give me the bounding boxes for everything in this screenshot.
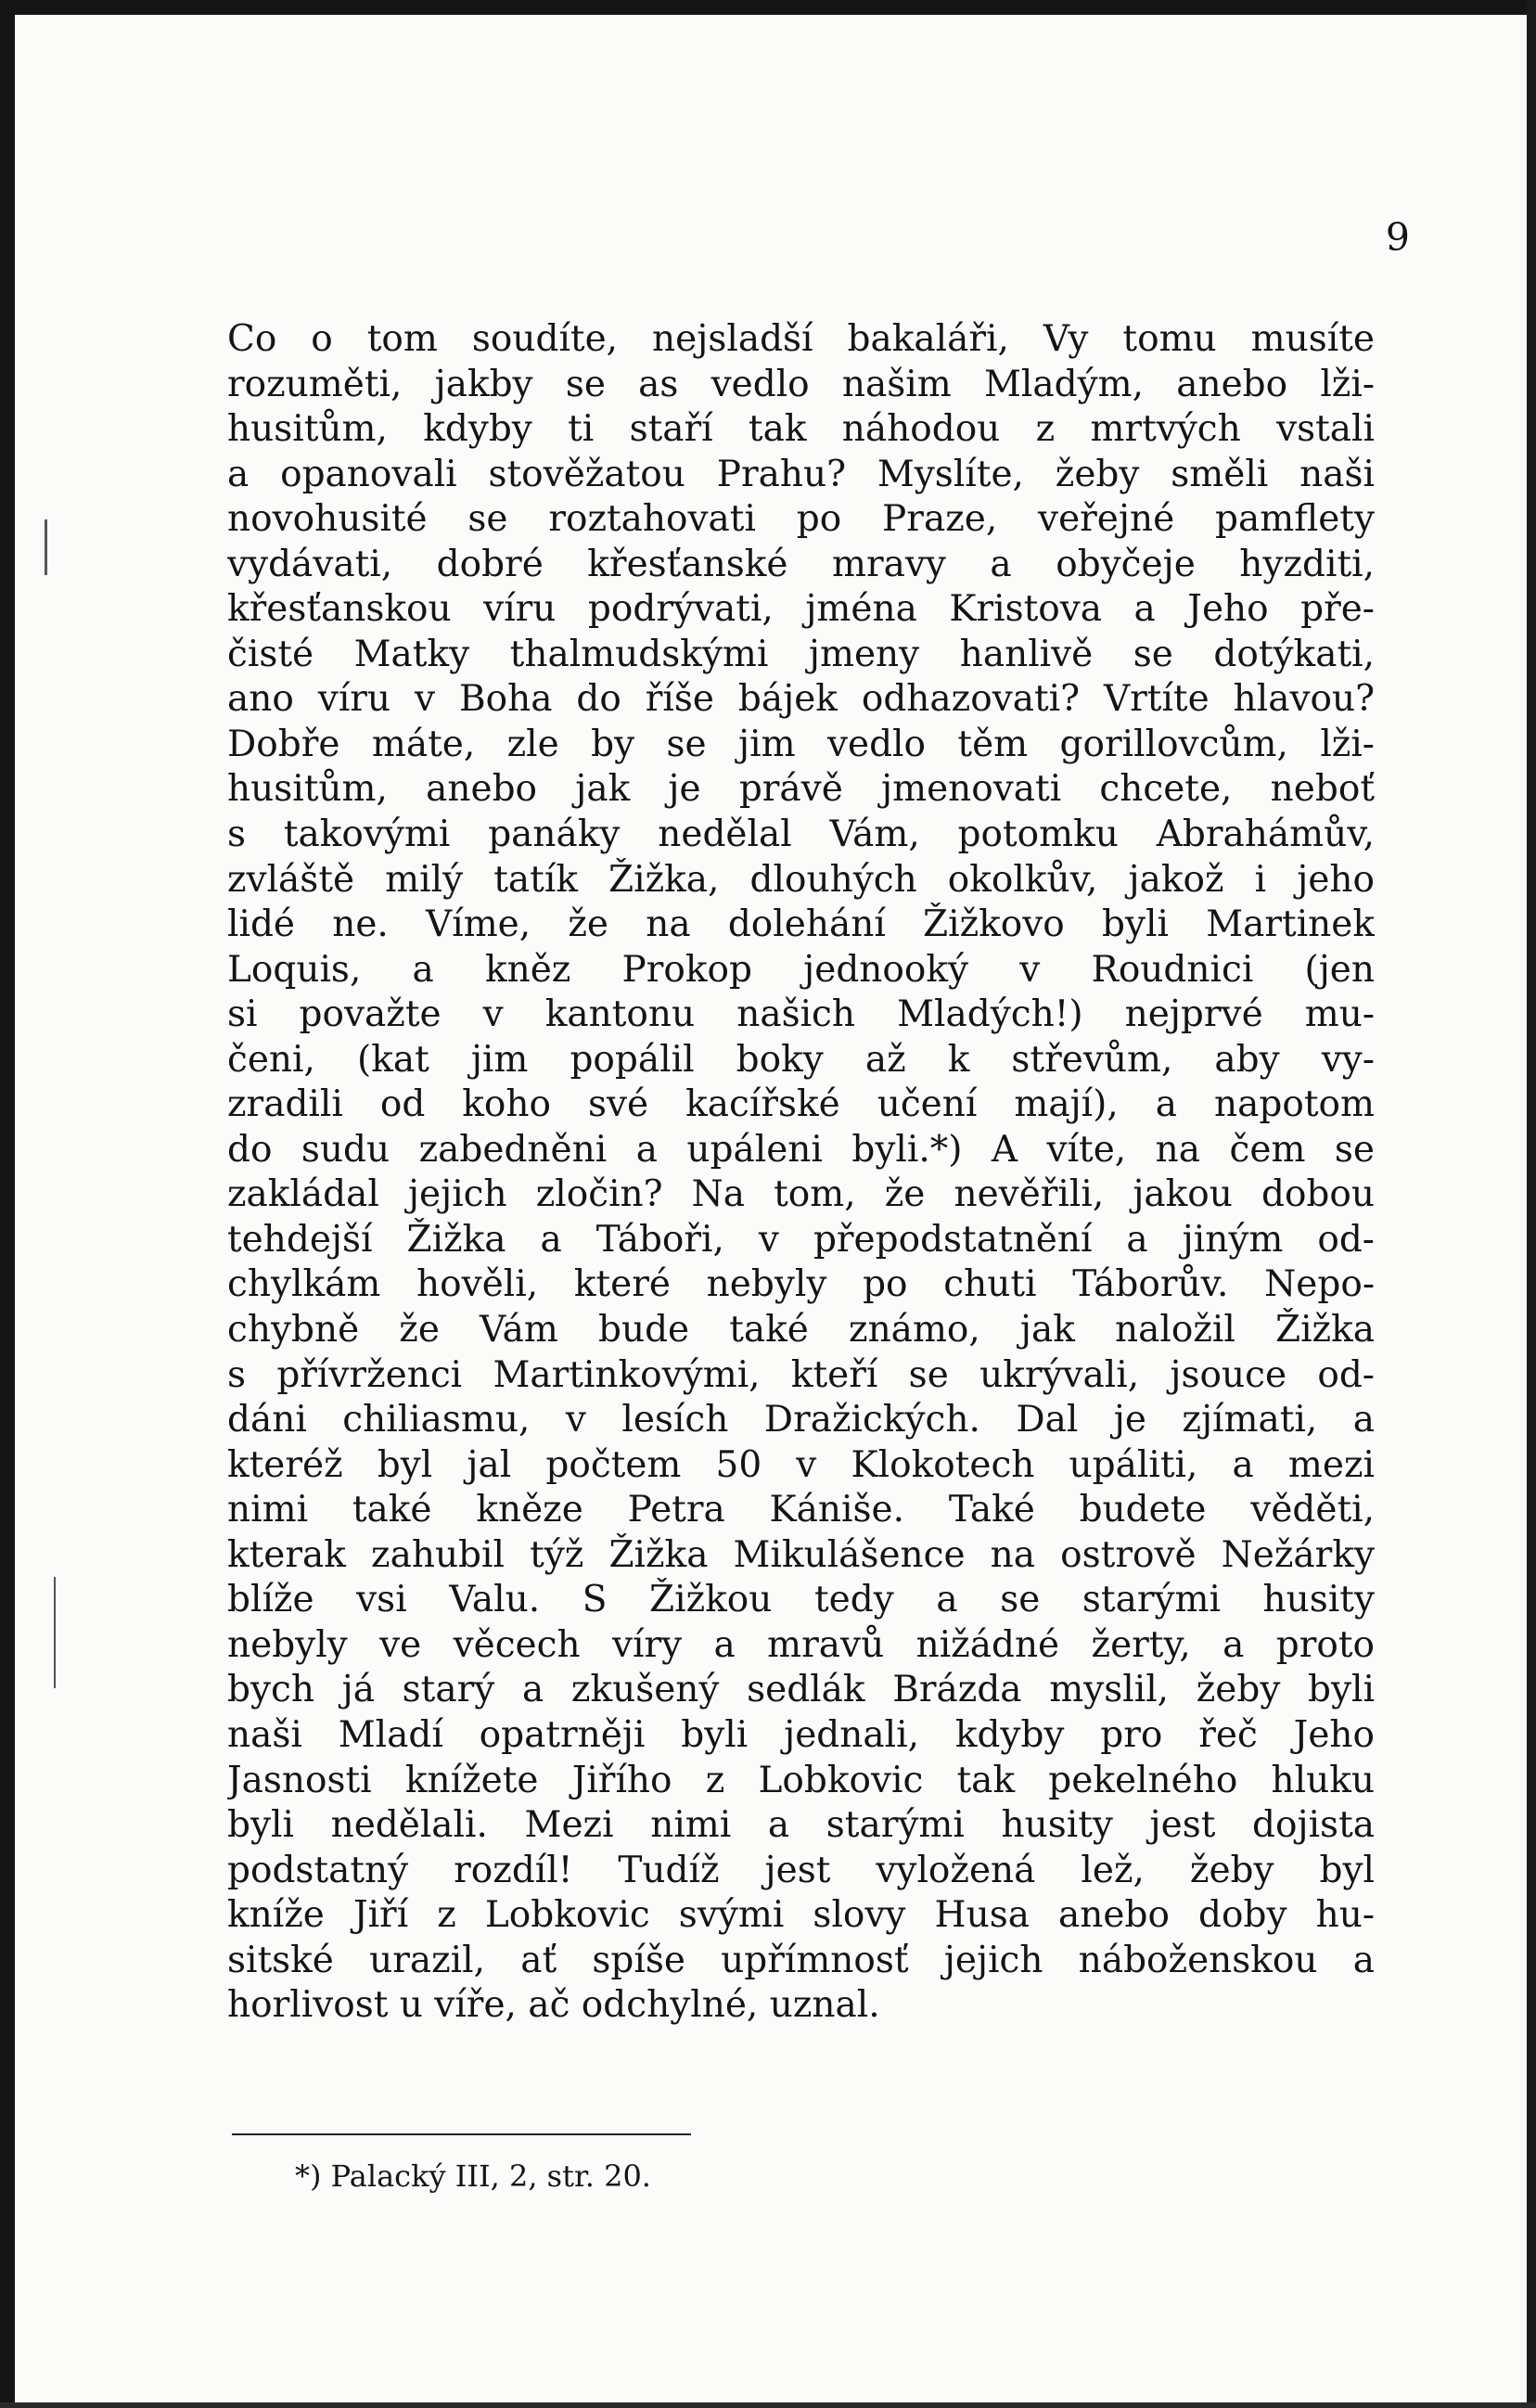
text-line: čeni, (kat jim popálil boky až k střevům, aby vy- — [227, 1038, 1375, 1081]
text-line: chybně že Vám bude také známo, jak naložil Žižka — [227, 1309, 1375, 1351]
page-number: 9 — [1385, 215, 1410, 260]
margin-mark — [45, 519, 47, 575]
margin-mark — [54, 1577, 56, 1688]
text-line: bych já starý a zkušený sedlák Brázda myslil, žeby byli — [227, 1669, 1375, 1711]
scan-border-left — [0, 0, 15, 2408]
text-line: kníže Jiří z Lobkovic svými slovy Husa anebo doby hu- — [227, 1894, 1375, 1937]
text-line: Loquis, a kněz Prokop jednooký v Roudnici (jen — [227, 948, 1375, 991]
scan-border-bottom — [0, 2402, 1536, 2408]
text-line: vydávati, dobré křesťanské mravy a obyčeje hyzditi, — [227, 543, 1375, 585]
text-line: husitům, anebo jak je právě jmenovati chcete, neboť — [227, 768, 1375, 811]
text-line: chylkám hověli, které nebyly po chuti Táborův. Nepo- — [227, 1263, 1375, 1306]
body-text — [227, 317, 1375, 2029]
text-line: si považte v kantonu našich Mladých!) nejprvé mu- — [227, 993, 1375, 1036]
footnote-rule — [232, 2133, 691, 2135]
text-line: kterak zahubil týž Žižka Mikulášence na ostrově Nežárky — [227, 1533, 1375, 1576]
footnote: *) Palacký III, 2, str. 20. — [295, 2158, 651, 2194]
text-line: horlivost u víře, ač odchylné, uznal. — [227, 1984, 880, 2027]
text-line: blíže vsi Valu. S Žižkou tedy a se starými husity — [227, 1579, 1375, 1621]
text-line: zakládal jejich zločin? Na tom, že nevěřili, jakou dobou — [227, 1173, 1375, 1216]
text-line: Dobře máte, zle by se jim vedlo těm gorillovcům, lži- — [227, 723, 1375, 765]
text-line: a opanovali stověžatou Prahu? Myslíte, žeby směli naši — [227, 453, 1375, 495]
text-line: do sudu zabedněni a upáleni byli.*) A víte, na čem se — [227, 1128, 1375, 1171]
text-line: kteréž byl jal počtem 50 v Klokotech upáliti, a mezi — [227, 1443, 1375, 1486]
text-line: byli nedělali. Mezi nimi a starými husity jest dojista — [227, 1804, 1375, 1847]
text-line: s přívrženci Martinkovými, kteří se ukrývali, jsouce od- — [227, 1353, 1375, 1396]
text-line: zvláště milý tatík Žižka, dlouhých okolkův, jakož i jeho — [227, 858, 1375, 901]
scan-border-right — [1527, 0, 1536, 2408]
text-line: podstatný rozdíl! Tudíž jest vyložená lež, žeby byl — [227, 1849, 1375, 1891]
text-line: nimi také kněze Petra Kániše. Také budete věděti, — [227, 1489, 1375, 1531]
text-line: lidé ne. Víme, že na dolehání Žižkovo byli Martinek — [227, 903, 1375, 946]
text-line: čisté Matky thalmudskými jmeny hanlivě se dotýkati, — [227, 633, 1375, 675]
text-line: novohusité se roztahovati po Praze, veřejné pamflety — [227, 498, 1375, 541]
text-line: sitské urazil, ať spíše upřímnosť jejich náboženskou a — [227, 1939, 1375, 1981]
scan-border-top — [0, 0, 1536, 15]
text-line: křesťanskou víru podrývati, jména Kristova a Jeho pře- — [227, 588, 1375, 631]
text-line: tehdejší Žižka a Táboři, v přepodstatnění a jiným od- — [227, 1218, 1375, 1261]
text-line: s takovými panáky nedělal Vám, potomku Abrahámův, — [227, 813, 1375, 856]
text-line: husitům, kdyby ti staří tak náhodou z mrtvých vstali — [227, 408, 1375, 451]
text-line: rozuměti, jakby se as vedlo našim Mladým, anebo lži- — [227, 363, 1375, 405]
text-line: dáni chiliasmu, v lesích Dražických. Dal je zjímati, a — [227, 1399, 1375, 1441]
text-line: Jasnosti knížete Jiřího z Lobkovic tak pekelného hluku — [227, 1759, 1375, 1801]
text-line: nebyly ve věcech víry a mravů nižádné žerty, a proto — [227, 1623, 1375, 1666]
text-line: Co o tom soudíte, nejsladší bakaláři, Vy tomu musíte — [227, 318, 1375, 360]
text-line: naši Mladí opatrněji byli jednali, kdyby pro řeč Jeho — [227, 1713, 1375, 1756]
text-line: zradili od koho své kacířské učení mají), a napotom — [227, 1083, 1375, 1126]
text-line: ano víru v Boha do říše bájek odhazovati? Vrtíte hlavou? — [227, 678, 1375, 721]
